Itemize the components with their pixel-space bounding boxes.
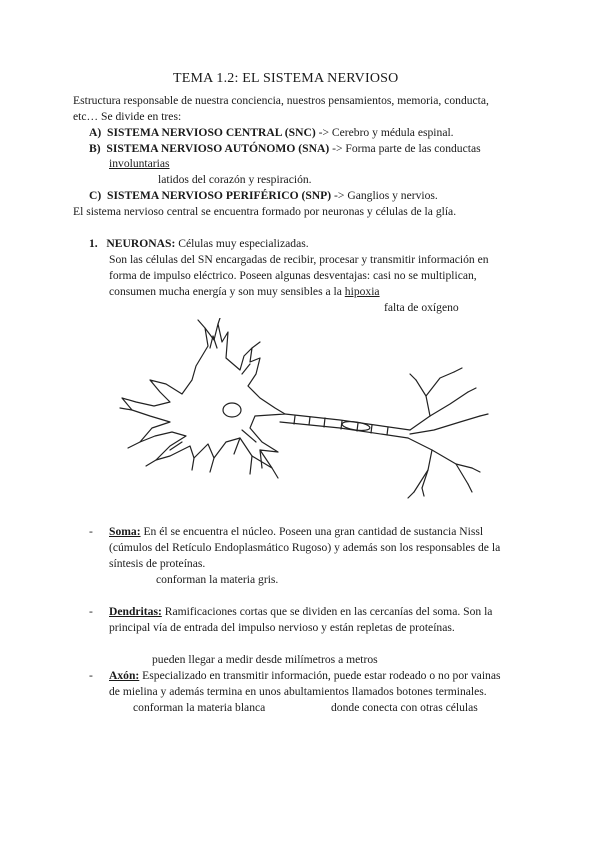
division-snp [89,188,438,204]
part-note: donde conecta con otras células [331,701,478,714]
part-text: (cúmulos del Retículo Endoplasmático Rugoso) y además son los responsables de la [109,541,501,554]
bullet-dash: - [89,525,93,538]
section-marker: 1. [89,237,98,250]
section-term: NEURONAS: [106,237,176,250]
part-text: En él se encuentra el núcleo. Poseen una gran cantidad de sustancia Nissl [140,525,484,538]
part-soma-text [109,524,483,540]
part-dendritas-text [109,604,492,620]
neuronas-text: Son las células del SN encargadas de recibir, procesar y transmitir información en [109,253,489,266]
part-dendritas [89,604,93,620]
neuronas-text: forma de impulso eléctrico. Poseen algunas desventajas: casi no se multiplican, [109,269,477,282]
hipoxia-term: hipoxia [344,285,380,298]
section-heading-rest: Células muy especializadas. [175,237,309,250]
part-note: pueden llegar a medir desde milímetros a metros [152,653,378,666]
snc-composition: El sistema nervioso central se encuentra formado por neuronas y células de la glía. [73,205,457,218]
part-soma [89,524,93,540]
neuronas-text-part: consumen mucha energía y son muy sensibles a la [109,285,345,298]
division-note: latidos del corazón y respiración. [158,173,312,186]
division-name: SISTEMA NERVIOSO PERIFÉRICO (SNP) [107,189,332,202]
division-desc: -> Ganglios y nervios. [331,189,438,202]
division-sna [89,141,481,157]
neuron-illustration [110,318,490,503]
division-marker: C) [89,189,102,202]
hipoxia-note: falta de oxígeno [384,301,459,314]
intro-line: etc… Se divide en tres: [73,110,182,123]
division-marker: A) [89,126,102,139]
part-term: Soma: [109,525,141,538]
intro-line: Estructura responsable de nuestra conciencia, nuestros pensamientos, memoria, conducta, [73,94,489,107]
division-name: SISTEMA NERVIOSO CENTRAL (SNC) [107,126,316,139]
division-desc: -> Forma parte de las conductas [329,142,481,155]
division-marker: B) [89,142,101,155]
part-axon-text [109,668,501,684]
division-desc: -> Cerebro y médula espinal. [315,126,454,139]
part-term: Axón: [109,669,140,682]
part-axon [89,668,93,684]
part-text: Ramificaciones cortas que se dividen en las cercanías del soma. Son la [161,605,493,618]
division-desc-continued: involuntarias [109,157,170,170]
part-text: síntesis de proteínas. [109,557,206,570]
division-name: SISTEMA NERVIOSO AUTÓNOMO (SNA) [106,142,330,155]
neuronas-text [109,284,380,300]
bullet-dash: - [89,669,93,682]
division-snc [89,125,454,141]
page-title: TEMA 1.2: EL SISTEMA NERVIOSO [173,71,399,86]
part-text: de mielina y además termina en unos abultamientos llamados botones terminales. [109,685,487,698]
part-note: conforman la materia blanca [133,701,266,714]
part-text: principal vía de entrada del impulso nervioso y están repletas de proteínas. [109,621,455,634]
bullet-dash: - [89,605,93,618]
part-text: Especializado en transmitir información, puede estar rodeado o no por vainas [139,669,501,682]
part-term: Dendritas: [109,605,162,618]
part-note: conforman la materia gris. [156,573,279,586]
neuronas-heading [89,236,309,252]
